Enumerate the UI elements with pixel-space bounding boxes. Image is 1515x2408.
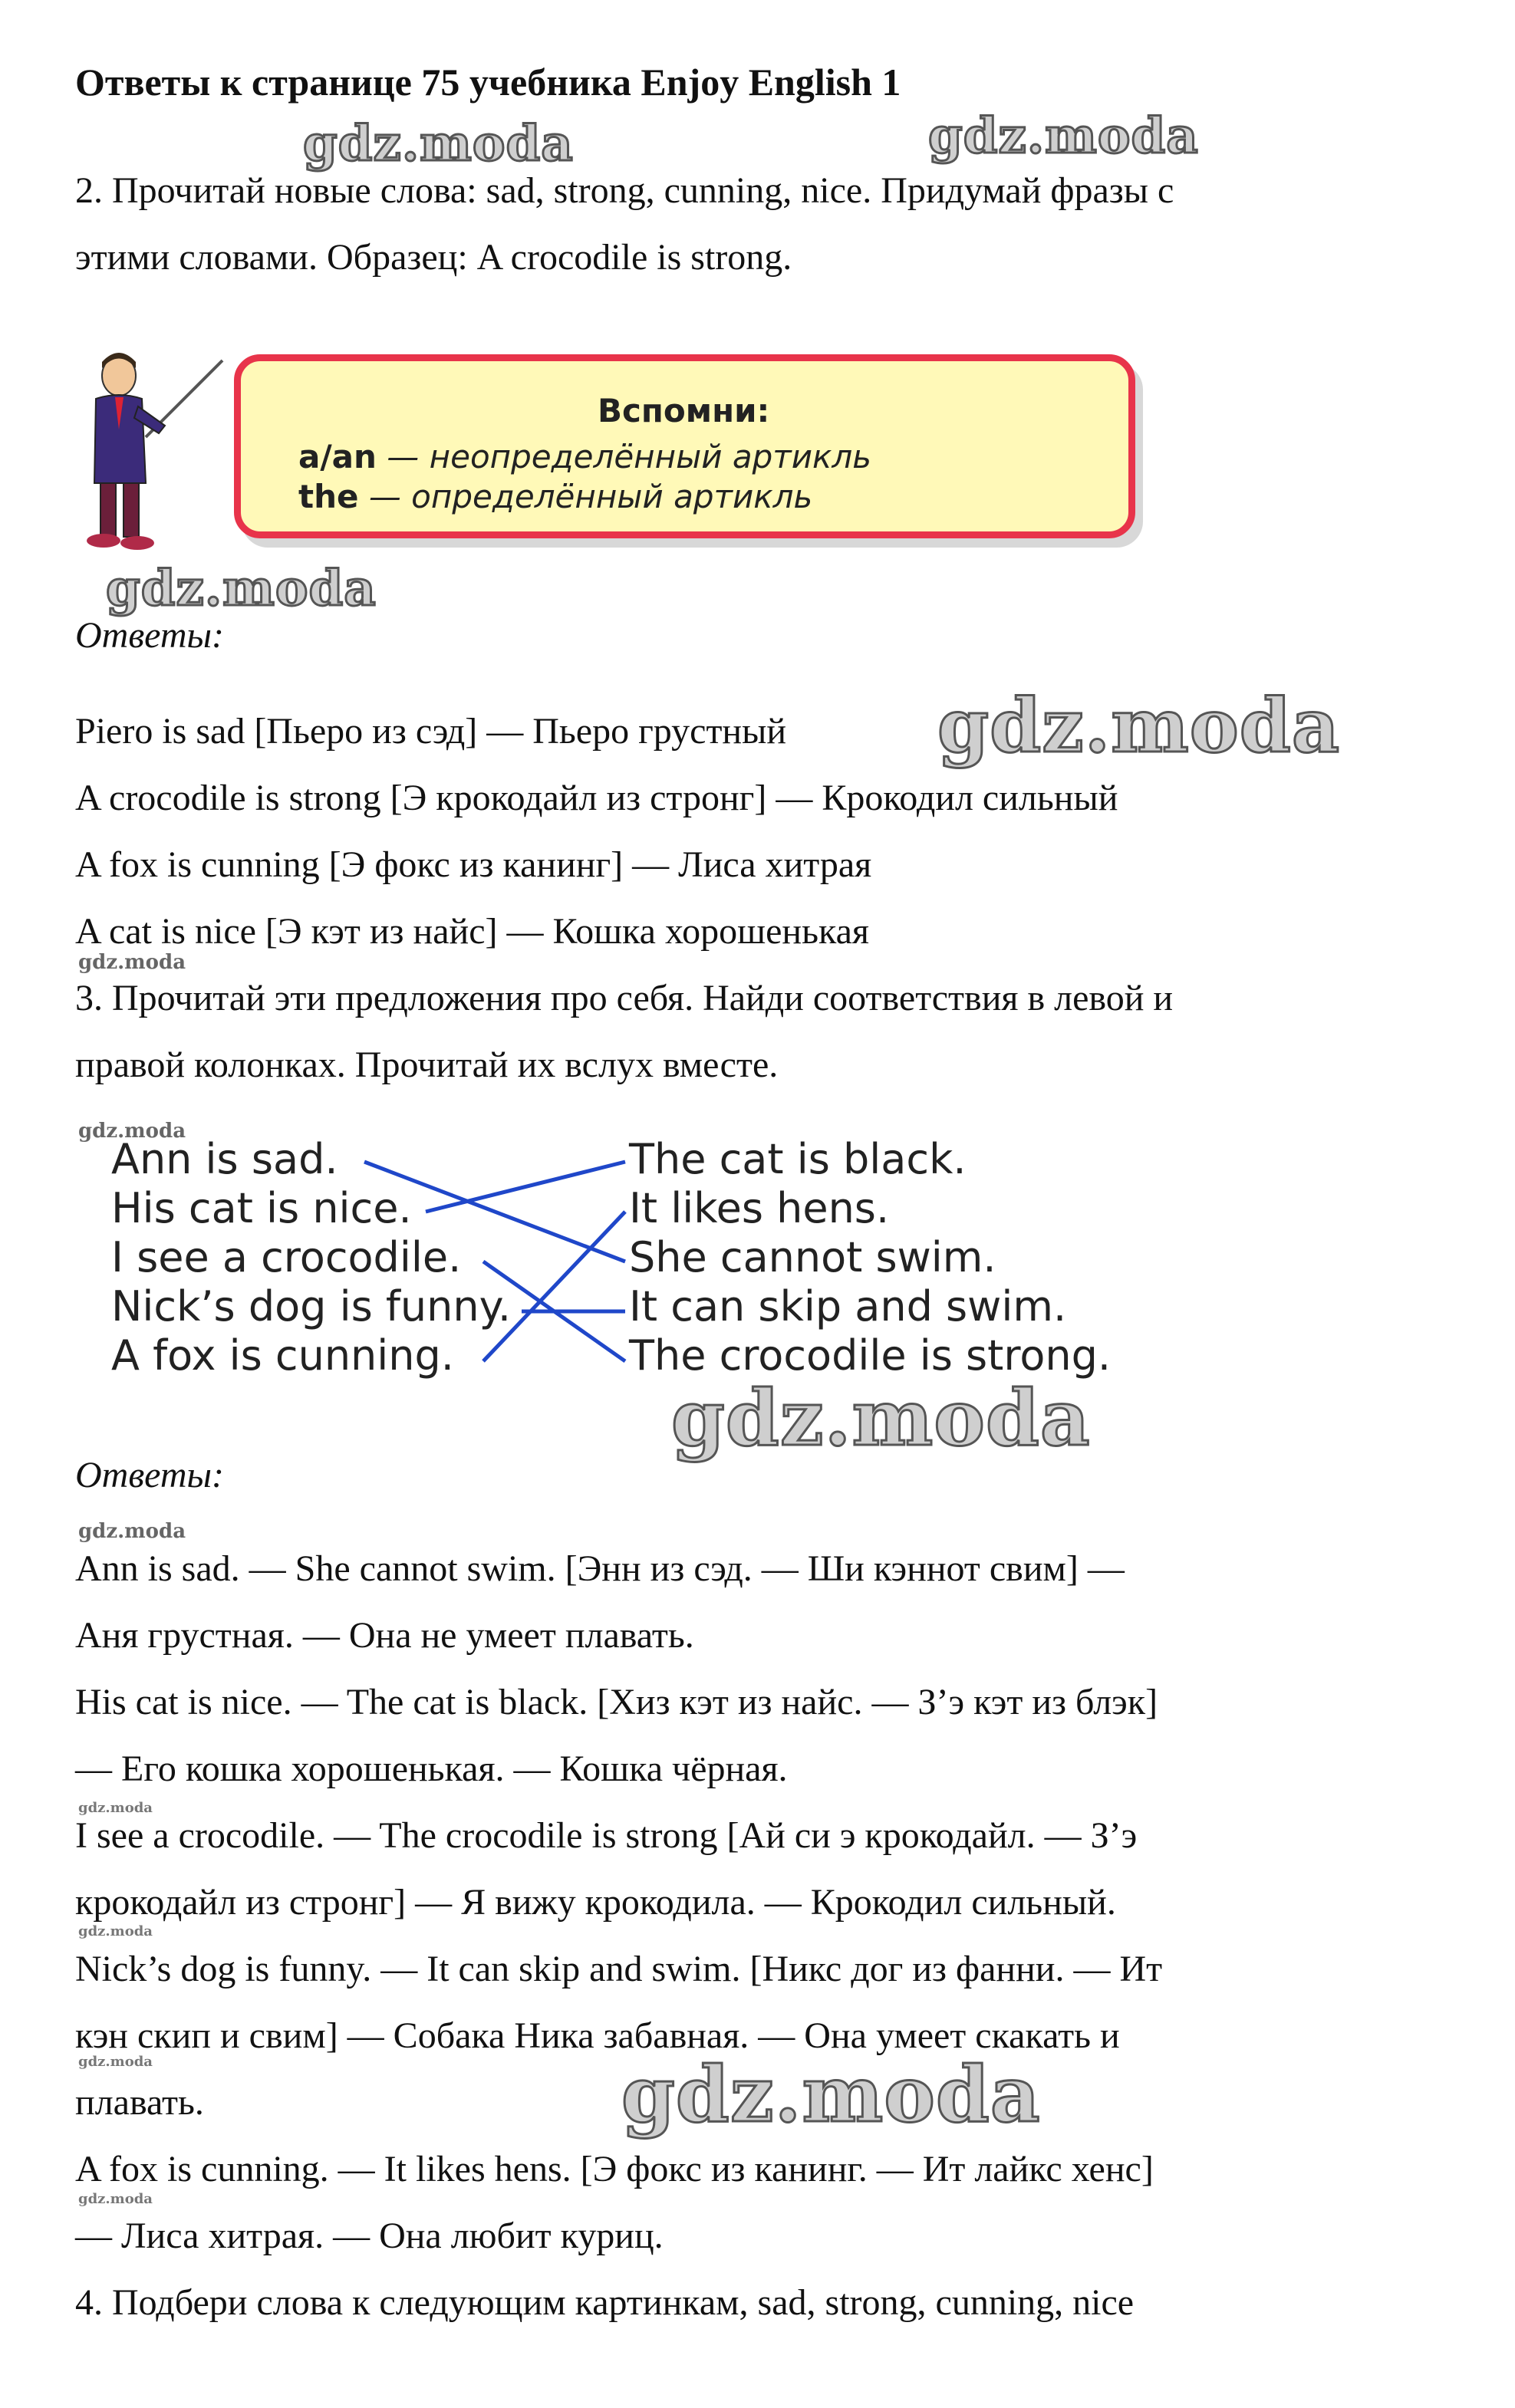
answer-line: I see a crocodile. — The crocodile is strong [Ай си э крокодайл. — З’э bbox=[75, 1815, 1138, 1856]
watermark: gdz.moda bbox=[78, 951, 186, 974]
remember-term: the bbox=[298, 478, 359, 515]
answers-label: Ответы: bbox=[75, 615, 224, 656]
answer-line: кэн скип и свим] — Собака Ника забавная. — Она умеет скакать и bbox=[75, 2015, 1120, 2056]
answer-line: A fox is cunning [Э фокс из канинг] — Лиса хитрая bbox=[75, 844, 872, 885]
answer-line: Nick’s dog is funny. — It can skip and swim. [Никс дог из фанни. — Ит bbox=[75, 1949, 1163, 1989]
task4-line: 4. Подбери слова к следующим картинкам, sad, strong, cunning, nice bbox=[75, 2282, 1135, 2323]
watermark: gdz.moda bbox=[78, 2054, 153, 2070]
answer-line: Piero is sad [Пьеро из сэд] — Пьеро грустный bbox=[75, 711, 787, 752]
watermark: gdz.moda bbox=[303, 115, 574, 173]
task3-line-2: правой колонках. Прочитай их вслух вместе. bbox=[75, 1044, 779, 1085]
remember-title: Вспомни: bbox=[598, 392, 770, 429]
task2-line-2: этими словами. Образец: A crocodile is strong. bbox=[75, 237, 792, 278]
watermark: gdz.moda bbox=[928, 107, 1199, 165]
match-connector-line bbox=[426, 1162, 625, 1212]
watermark: gdz.moda bbox=[78, 2191, 153, 2207]
match-right-item: She cannot swim. bbox=[629, 1233, 996, 1281]
answers-label: Ответы: bbox=[75, 1455, 224, 1495]
watermark: gdz.moda bbox=[78, 1120, 186, 1143]
answer-line: Ann is sad. — She cannot swim. [Энн из сэд. — Ши кэннот свим] — bbox=[75, 1548, 1125, 1589]
watermark: gdz.moda bbox=[78, 1923, 153, 1939]
page-title: Ответы к странице 75 учебника Enjoy English 1 bbox=[75, 61, 901, 104]
answer-line: — Его кошка хорошенькая. — Кошка чёрная. bbox=[75, 1748, 788, 1789]
remember-term: a/an bbox=[298, 438, 377, 475]
remember-desc: — неопределённый артикль bbox=[376, 438, 872, 475]
watermark: gdz.moda bbox=[937, 683, 1341, 769]
watermark: gdz.moda bbox=[621, 2049, 1041, 2140]
answer-line: A cat is nice [Э кэт из найс] — Кошка хорошенькая bbox=[75, 911, 869, 952]
remember-desc: — определённый артикль bbox=[358, 478, 813, 515]
answer-line: A crocodile is strong [Э крокодайл из стронг] — Крокодил сильный bbox=[75, 778, 1118, 818]
answer-line: His cat is nice. — The cat is black. [Хиз кэт из найс. — З’э кэт из блэк] bbox=[75, 1682, 1158, 1722]
answer-line: Аня грустная. — Она не умеет плавать. bbox=[75, 1615, 694, 1656]
watermark: gdz.moda bbox=[106, 560, 377, 617]
match-right-item: The crocodile is strong. bbox=[629, 1331, 1112, 1380]
match-left-item: His cat is nice. bbox=[111, 1184, 412, 1232]
match-left-item: Nick’s dog is funny. bbox=[111, 1282, 511, 1331]
match-right-item: It likes hens. bbox=[629, 1184, 890, 1232]
match-left-item: Ann is sad. bbox=[111, 1135, 338, 1183]
answer-line: плавать. bbox=[75, 2082, 204, 2123]
watermark: gdz.moda bbox=[78, 1800, 153, 1816]
match-left-item: I see a crocodile. bbox=[111, 1233, 462, 1281]
answer-line: крокодайл из стронг] — Я вижу крокодила. — Крокодил сильный. bbox=[75, 1882, 1116, 1923]
watermark: gdz.moda bbox=[671, 1373, 1091, 1463]
task2-line-1: 2. Прочитай новые слова: sad, strong, cunning, nice. Придумай фразы с bbox=[75, 170, 1174, 211]
match-left-item: A fox is cunning. bbox=[111, 1331, 454, 1380]
task3-line-1: 3. Прочитай эти предложения про себя. Найди соответствия в левой и bbox=[75, 978, 1174, 1018]
match-connector-line bbox=[364, 1162, 625, 1262]
answer-line: — Лиса хитрая. — Она любит куриц. bbox=[75, 2216, 664, 2256]
answer-line: A fox is cunning. — It likes hens. [Э фокс из канинг. — Ит лайкс хенс] bbox=[75, 2149, 1154, 2189]
match-right-item: The cat is black. bbox=[629, 1135, 967, 1183]
match-right-item: It can skip and swim. bbox=[629, 1282, 1067, 1331]
watermark: gdz.moda bbox=[78, 1520, 186, 1543]
